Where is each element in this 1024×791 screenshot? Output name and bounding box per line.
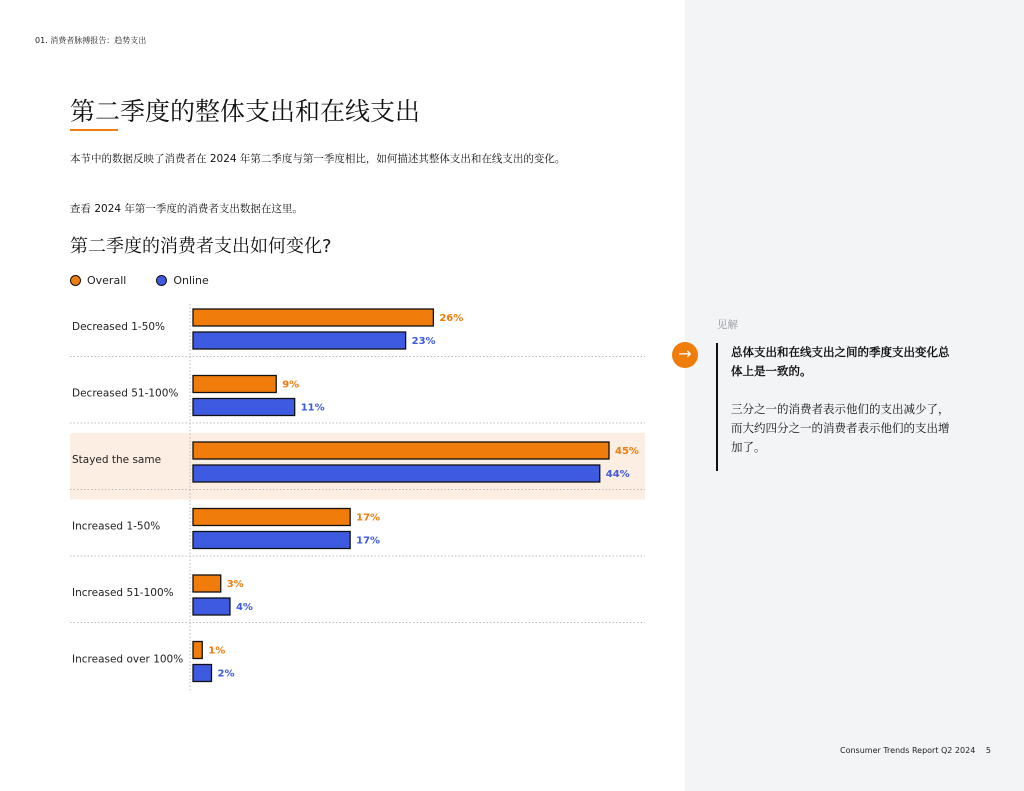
insight-heading: 见解 <box>717 319 738 331</box>
bar-online <box>193 665 211 682</box>
value-label-online: 17% <box>356 535 381 547</box>
insight-bold-text: 总体支出和在线支出之间的季度支出变化总体上是一致的。 <box>731 345 950 378</box>
page-title: 第二季度的整体支出和在线支出 <box>70 97 421 126</box>
value-label-overall: 17% <box>356 512 381 524</box>
bar-overall <box>193 376 276 393</box>
value-label-overall: 3% <box>226 579 244 590</box>
value-label-online: 4% <box>235 602 253 613</box>
value-label-overall: 1% <box>208 645 226 657</box>
category-label: Decreased 51-100% <box>72 387 179 400</box>
footer-report-title: Consumer Trends Report Q2 2024 <box>840 746 976 755</box>
bar-online <box>193 465 600 482</box>
value-label-overall: 9% <box>282 379 300 391</box>
value-label-overall: 26% <box>439 313 464 324</box>
value-label-online: 2% <box>217 668 235 680</box>
category-label: Stayed the same <box>72 454 162 466</box>
value-label-online: 23% <box>411 336 436 347</box>
bar-overall <box>193 309 433 326</box>
legend-label-online: Online <box>173 274 209 287</box>
value-label-overall: 45% <box>615 446 639 457</box>
bar-online <box>193 332 406 349</box>
bar-overall <box>193 642 202 659</box>
bar-online <box>193 532 350 549</box>
legend-label-overall: Overall <box>87 274 127 287</box>
page-footer <box>840 746 991 755</box>
insight-content <box>731 343 951 457</box>
arrow-right-icon: → <box>672 342 698 368</box>
bar-overall <box>193 509 350 526</box>
value-label-online: 44% <box>605 469 630 480</box>
category-label: Increased over 100% <box>72 653 184 666</box>
category-label: Decreased 1-50% <box>72 321 166 333</box>
bar-online <box>193 598 230 615</box>
value-label-online: 11% <box>300 402 325 414</box>
insight-body-text: 三分之一的消费者表示他们的支出减少了，而大约四分之一的消费者表示他们的支出增加了。 <box>731 402 950 454</box>
breadcrumb: 01. 消费者脉搏报告：趋势支出 <box>35 36 147 45</box>
bar-overall <box>193 442 609 459</box>
insight-divider <box>716 343 718 471</box>
category-label: Increased 1-50% <box>72 520 161 533</box>
q1-data-link[interactable]: 查看 2024 年第一季度的消费者支出数据在这里。 <box>70 203 303 215</box>
intro-text: 本节中的数据反映了消费者在 2024 年第二季度与第一季度相比，如何描述其整体支出和在线支出的变化。 <box>70 153 566 165</box>
bar-online <box>193 399 295 416</box>
chart-title: 第二季度的消费者支出如何变化? <box>70 236 332 257</box>
page-number: 5 <box>985 746 991 755</box>
category-label: Increased 51-100% <box>72 587 174 599</box>
bar-overall <box>193 575 221 592</box>
